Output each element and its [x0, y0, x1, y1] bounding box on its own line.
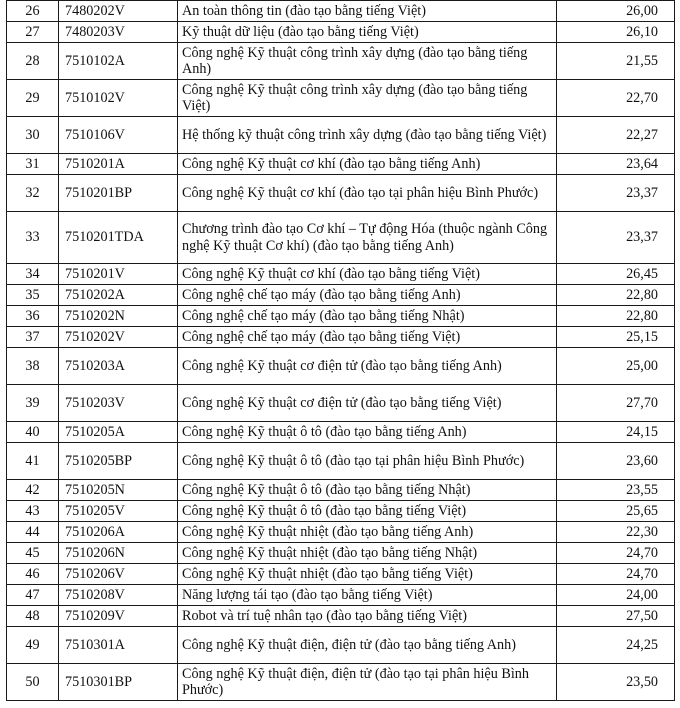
program-name-cell: Công nghệ chế tạo máy (đào tạo bằng tiếng Nhật) — [178, 306, 557, 327]
row-number-cell: 50 — [7, 664, 59, 701]
table-row — [7, 1, 675, 22]
benchmark-score-cell: 24,70 — [557, 543, 675, 564]
benchmark-score-cell: 24,25 — [557, 627, 675, 664]
table-body — [7, 1, 675, 701]
table-row — [7, 585, 675, 606]
program-code-cell: 7510106V — [59, 117, 178, 154]
program-name-cell: Công nghệ Kỹ thuật ô tô (đào tạo tại phân hiệu Bình Phước) — [178, 443, 557, 480]
benchmark-score-cell: 25,00 — [557, 348, 675, 385]
program-name-cell: Hệ thống kỹ thuật công trình xây dựng (đào tạo bằng tiếng Việt) — [178, 117, 557, 154]
table-row — [7, 627, 675, 664]
program-name-cell: Công nghệ Kỹ thuật ô tô (đào tạo bằng tiếng Anh) — [178, 422, 557, 443]
admission-score-table — [6, 0, 675, 701]
row-number-cell: 41 — [7, 443, 59, 480]
program-code-cell: 7510206V — [59, 564, 178, 585]
program-name-cell: Công nghệ chế tạo máy (đào tạo bằng tiếng Anh) — [178, 285, 557, 306]
program-code-cell: 7510205V — [59, 501, 178, 522]
program-code-cell: 7510102V — [59, 80, 178, 117]
table-row — [7, 285, 675, 306]
benchmark-score-cell: 23,64 — [557, 154, 675, 175]
row-number-cell: 37 — [7, 327, 59, 348]
program-code-cell: 7510201TDA — [59, 212, 178, 264]
program-code-cell: 7510205N — [59, 480, 178, 501]
table-row — [7, 385, 675, 422]
row-number-cell: 29 — [7, 80, 59, 117]
program-code-cell: 7510202V — [59, 327, 178, 348]
program-code-cell: 7480202V — [59, 1, 178, 22]
program-code-cell: 7510102A — [59, 43, 178, 80]
program-code-cell: 7510203V — [59, 385, 178, 422]
program-name-cell: Công nghệ Kỹ thuật cơ điện tử (đào tạo bằng tiếng Việt) — [178, 385, 557, 422]
program-name-cell: Công nghệ Kỹ thuật nhiệt (đào tạo bằng tiếng Anh) — [178, 522, 557, 543]
benchmark-score-cell: 23,60 — [557, 443, 675, 480]
row-number-cell: 26 — [7, 1, 59, 22]
program-code-cell: 7510301A — [59, 627, 178, 664]
program-name-cell: Kỹ thuật dữ liệu (đào tạo bằng tiếng Việt) — [178, 22, 557, 43]
benchmark-score-cell: 22,80 — [557, 285, 675, 306]
row-number-cell: 36 — [7, 306, 59, 327]
program-code-cell: 7510206N — [59, 543, 178, 564]
program-name-cell: Công nghệ Kỹ thuật cơ khí (đào tạo bằng tiếng Việt) — [178, 264, 557, 285]
row-number-cell: 42 — [7, 480, 59, 501]
row-number-cell: 33 — [7, 212, 59, 264]
table-row — [7, 306, 675, 327]
table-row — [7, 422, 675, 443]
table-row — [7, 543, 675, 564]
table-row — [7, 175, 675, 212]
row-number-cell: 48 — [7, 606, 59, 627]
table-row — [7, 664, 675, 701]
benchmark-score-cell: 25,65 — [557, 501, 675, 522]
benchmark-score-cell: 27,50 — [557, 606, 675, 627]
row-number-cell: 44 — [7, 522, 59, 543]
benchmark-score-cell: 24,00 — [557, 585, 675, 606]
table-row — [7, 480, 675, 501]
row-number-cell: 49 — [7, 627, 59, 664]
program-code-cell: 7510301BP — [59, 664, 178, 701]
program-name-cell: Công nghệ Kỹ thuật công trình xây dựng (đào tạo bằng tiếng Anh) — [178, 43, 557, 80]
table-row — [7, 501, 675, 522]
program-name-cell: An toàn thông tin (đào tạo bằng tiếng Việt) — [178, 1, 557, 22]
benchmark-score-cell: 26,45 — [557, 264, 675, 285]
benchmark-score-cell: 22,30 — [557, 522, 675, 543]
program-name-cell: Công nghệ Kỹ thuật công trình xây dựng (đào tạo bằng tiếng Việt) — [178, 80, 557, 117]
table-row — [7, 443, 675, 480]
document-page — [6, 0, 678, 701]
row-number-cell: 28 — [7, 43, 59, 80]
table-row — [7, 117, 675, 154]
program-name-cell: Robot và trí tuệ nhân tạo (đào tạo bằng tiếng Việt) — [178, 606, 557, 627]
program-name-cell: Công nghệ chế tạo máy (đào tạo bằng tiếng Việt) — [178, 327, 557, 348]
benchmark-score-cell: 24,70 — [557, 564, 675, 585]
program-code-cell: 7510202A — [59, 285, 178, 306]
benchmark-score-cell: 25,15 — [557, 327, 675, 348]
row-number-cell: 45 — [7, 543, 59, 564]
benchmark-score-cell: 22,27 — [557, 117, 675, 154]
benchmark-score-cell: 23,50 — [557, 664, 675, 701]
row-number-cell: 43 — [7, 501, 59, 522]
table-row — [7, 522, 675, 543]
row-number-cell: 27 — [7, 22, 59, 43]
table-row — [7, 606, 675, 627]
program-code-cell: 7480203V — [59, 22, 178, 43]
program-code-cell: 7510201BP — [59, 175, 178, 212]
benchmark-score-cell: 26,10 — [557, 22, 675, 43]
table-row — [7, 22, 675, 43]
table-row — [7, 212, 675, 264]
program-name-cell: Công nghệ Kỹ thuật ô tô (đào tạo bằng tiếng Việt) — [178, 501, 557, 522]
program-name-cell: Công nghệ Kỹ thuật điện, điện tử (đào tạo bằng tiếng Anh) — [178, 627, 557, 664]
program-code-cell: 7510206A — [59, 522, 178, 543]
program-code-cell: 7510201A — [59, 154, 178, 175]
program-name-cell: Công nghệ Kỹ thuật cơ điện tử (đào tạo bằng tiếng Anh) — [178, 348, 557, 385]
program-name-cell: Công nghệ Kỹ thuật nhiệt (đào tạo bằng tiếng Việt) — [178, 564, 557, 585]
row-number-cell: 34 — [7, 264, 59, 285]
row-number-cell: 46 — [7, 564, 59, 585]
row-number-cell: 35 — [7, 285, 59, 306]
table-row — [7, 564, 675, 585]
table-row — [7, 327, 675, 348]
table-row — [7, 264, 675, 285]
benchmark-score-cell: 23,37 — [557, 212, 675, 264]
program-code-cell: 7510203A — [59, 348, 178, 385]
row-number-cell: 40 — [7, 422, 59, 443]
benchmark-score-cell: 23,55 — [557, 480, 675, 501]
benchmark-score-cell: 24,15 — [557, 422, 675, 443]
benchmark-score-cell: 23,37 — [557, 175, 675, 212]
row-number-cell: 31 — [7, 154, 59, 175]
row-number-cell: 39 — [7, 385, 59, 422]
row-number-cell: 30 — [7, 117, 59, 154]
benchmark-score-cell: 21,55 — [557, 43, 675, 80]
benchmark-score-cell: 22,80 — [557, 306, 675, 327]
program-code-cell: 7510205BP — [59, 443, 178, 480]
program-name-cell: Công nghệ Kỹ thuật cơ khí (đào tạo tại phân hiệu Bình Phước) — [178, 175, 557, 212]
table-row — [7, 348, 675, 385]
row-number-cell: 47 — [7, 585, 59, 606]
program-code-cell: 7510202N — [59, 306, 178, 327]
program-name-cell: Công nghệ Kỹ thuật điện, điện tử (đào tạo tại phân hiệu Bình Phước) — [178, 664, 557, 701]
benchmark-score-cell: 26,00 — [557, 1, 675, 22]
program-code-cell: 7510201V — [59, 264, 178, 285]
program-name-cell: Công nghệ Kỹ thuật cơ khí (đào tạo bằng tiếng Anh) — [178, 154, 557, 175]
table-row — [7, 43, 675, 80]
table-row — [7, 154, 675, 175]
program-code-cell: 7510205A — [59, 422, 178, 443]
program-name-cell: Năng lượng tái tạo (đào tạo bằng tiếng Việt) — [178, 585, 557, 606]
program-name-cell: Công nghệ Kỹ thuật ô tô (đào tạo bằng tiếng Nhật) — [178, 480, 557, 501]
table-row — [7, 80, 675, 117]
program-name-cell: Chương trình đào tạo Cơ khí – Tự động Hóa (thuộc ngành Công nghệ Kỹ thuật Cơ khí) (đào tạo bằng tiếng Anh) — [178, 212, 557, 264]
program-name-cell: Công nghệ Kỹ thuật nhiệt (đào tạo bằng tiếng Nhật) — [178, 543, 557, 564]
program-code-cell: 7510208V — [59, 585, 178, 606]
benchmark-score-cell: 27,70 — [557, 385, 675, 422]
row-number-cell: 32 — [7, 175, 59, 212]
benchmark-score-cell: 22,70 — [557, 80, 675, 117]
row-number-cell: 38 — [7, 348, 59, 385]
program-code-cell: 7510209V — [59, 606, 178, 627]
